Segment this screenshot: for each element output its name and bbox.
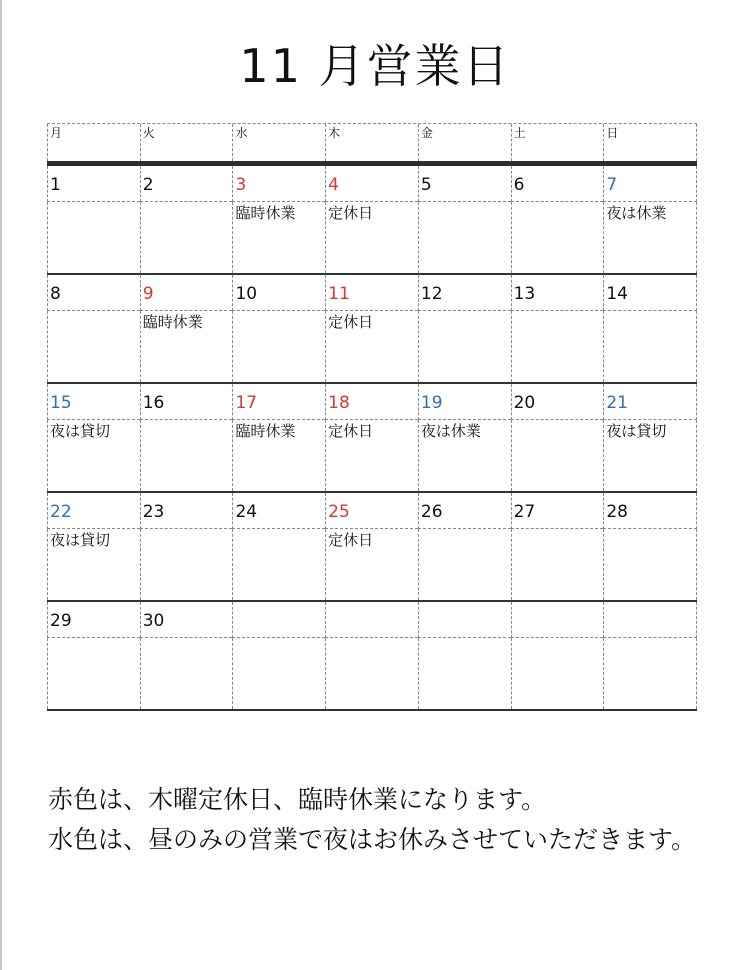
day-note-cell bbox=[325, 311, 418, 382]
day-note-cell bbox=[511, 311, 604, 382]
day-number: 25 bbox=[328, 502, 350, 522]
note-row bbox=[47, 529, 697, 600]
day-cell bbox=[140, 166, 233, 202]
day-cell bbox=[47, 602, 140, 638]
date-row bbox=[47, 275, 697, 311]
day-number: 26 bbox=[420, 502, 443, 522]
day-note: 夜は休業 bbox=[606, 204, 667, 222]
day-cell bbox=[511, 602, 604, 638]
day-cell bbox=[140, 384, 233, 420]
day-cell bbox=[325, 166, 418, 202]
note-row bbox=[47, 311, 697, 382]
weekday-label-wed: 水 bbox=[232, 124, 325, 161]
calendar-week bbox=[47, 275, 697, 384]
day-number: 9 bbox=[142, 284, 154, 304]
day-note: 定休日 bbox=[328, 313, 374, 331]
day-number: 10 bbox=[235, 284, 258, 304]
legend-line-blue: 水色は、昼のみの営業で夜はお休みさせていただきます。 bbox=[48, 825, 697, 854]
day-number: 7 bbox=[606, 175, 618, 195]
day-cell bbox=[325, 384, 418, 420]
day-note-cell bbox=[140, 529, 233, 600]
day-cell bbox=[418, 384, 511, 420]
day-number: 27 bbox=[513, 502, 536, 522]
day-number: 17 bbox=[235, 393, 258, 413]
day-cell bbox=[418, 166, 511, 202]
date-row bbox=[47, 166, 697, 202]
day-note-cell bbox=[47, 420, 140, 491]
day-cell bbox=[603, 275, 697, 311]
day-note-cell bbox=[232, 202, 325, 273]
day-cell bbox=[47, 384, 140, 420]
day-note-cell bbox=[325, 202, 418, 273]
day-number: 8 bbox=[50, 284, 61, 304]
date-row bbox=[47, 602, 697, 638]
weekday-label-sun: 日 bbox=[603, 124, 697, 161]
day-note-cell bbox=[325, 420, 418, 491]
day-number: 16 bbox=[142, 393, 165, 413]
day-note-cell bbox=[47, 638, 140, 709]
day-cell bbox=[511, 384, 604, 420]
day-cell bbox=[232, 275, 325, 311]
day-cell bbox=[325, 275, 418, 311]
day-note-cell bbox=[232, 529, 325, 600]
day-note-cell bbox=[603, 529, 697, 600]
day-number: 19 bbox=[420, 393, 443, 413]
day-cell bbox=[232, 166, 325, 202]
weeks-container bbox=[47, 166, 697, 711]
day-number: 3 bbox=[235, 175, 247, 195]
day-note: 夜は貸切 bbox=[50, 531, 111, 549]
day-note-cell bbox=[140, 638, 233, 709]
day-cell bbox=[603, 602, 697, 638]
day-note-cell bbox=[511, 202, 604, 273]
day-number: 28 bbox=[606, 502, 628, 522]
day-note: 夜は貸切 bbox=[606, 422, 667, 440]
day-cell bbox=[232, 602, 325, 638]
day-note-cell bbox=[140, 311, 233, 382]
day-note: 夜は貸切 bbox=[50, 422, 111, 440]
day-cell bbox=[47, 275, 140, 311]
note-row bbox=[47, 638, 697, 709]
day-note-cell bbox=[603, 420, 697, 491]
day-number: 5 bbox=[420, 175, 432, 195]
day-note-cell bbox=[418, 202, 511, 273]
day-note: 定休日 bbox=[328, 204, 374, 222]
legend-note bbox=[48, 780, 708, 860]
day-number: 29 bbox=[50, 611, 72, 631]
day-cell bbox=[511, 493, 604, 529]
day-cell bbox=[418, 275, 511, 311]
day-number: 15 bbox=[50, 393, 72, 413]
day-number: 20 bbox=[513, 393, 536, 413]
day-cell bbox=[47, 166, 140, 202]
weekday-label-sat: 土 bbox=[511, 124, 604, 161]
day-note-cell bbox=[418, 529, 511, 600]
calendar-week bbox=[47, 384, 697, 493]
day-cell bbox=[418, 493, 511, 529]
day-number: 1 bbox=[50, 175, 61, 195]
day-note-cell bbox=[603, 638, 697, 709]
weekday-label-fri: 金 bbox=[418, 124, 511, 161]
day-number: 13 bbox=[513, 284, 536, 304]
page-edge-rule bbox=[0, 0, 2, 970]
day-note-cell bbox=[418, 311, 511, 382]
day-cell bbox=[511, 275, 604, 311]
legend-line-red: 赤色は、木曜定休日、臨時休業になります。 bbox=[48, 785, 547, 814]
day-note-cell bbox=[47, 202, 140, 273]
day-note-cell bbox=[232, 311, 325, 382]
day-cell bbox=[47, 493, 140, 529]
calendar-week bbox=[47, 493, 697, 602]
date-row bbox=[47, 384, 697, 420]
day-cell bbox=[603, 384, 697, 420]
day-note-cell bbox=[47, 311, 140, 382]
day-number: 4 bbox=[328, 175, 339, 195]
date-row bbox=[47, 493, 697, 529]
day-cell bbox=[325, 602, 418, 638]
day-number: 23 bbox=[142, 502, 165, 522]
weekday-label-thu: 木 bbox=[325, 124, 418, 161]
day-cell bbox=[140, 602, 233, 638]
day-number: 6 bbox=[513, 175, 525, 195]
day-cell bbox=[140, 493, 233, 529]
note-row bbox=[47, 202, 697, 273]
day-cell bbox=[511, 166, 604, 202]
day-cell bbox=[603, 493, 697, 529]
day-note: 臨時休業 bbox=[235, 422, 296, 440]
note-row bbox=[47, 420, 697, 491]
day-note-cell bbox=[140, 420, 233, 491]
day-note-cell bbox=[511, 529, 604, 600]
day-note-cell bbox=[603, 202, 697, 273]
day-note-cell bbox=[325, 529, 418, 600]
day-note: 臨時休業 bbox=[235, 204, 296, 222]
day-number: 2 bbox=[142, 175, 154, 195]
day-note-cell bbox=[232, 638, 325, 709]
day-note: 定休日 bbox=[328, 422, 374, 440]
calendar-week bbox=[47, 602, 697, 711]
calendar-week bbox=[47, 166, 697, 275]
weekday-label-mon: 月 bbox=[47, 124, 140, 161]
day-note-cell bbox=[603, 311, 697, 382]
day-cell bbox=[232, 493, 325, 529]
day-note-cell bbox=[232, 420, 325, 491]
day-note-cell bbox=[47, 529, 140, 600]
day-number: 22 bbox=[50, 502, 72, 522]
day-note-cell bbox=[511, 420, 604, 491]
day-note-cell bbox=[511, 638, 604, 709]
day-number: 18 bbox=[328, 393, 350, 413]
day-number: 14 bbox=[606, 284, 628, 304]
day-cell bbox=[140, 275, 233, 311]
day-note-cell bbox=[140, 202, 233, 273]
day-cell bbox=[232, 384, 325, 420]
weekday-label-tue: 火 bbox=[140, 124, 233, 161]
day-note-cell bbox=[418, 420, 511, 491]
weekday-header-row bbox=[47, 123, 697, 161]
day-cell bbox=[325, 493, 418, 529]
day-number: 24 bbox=[235, 502, 258, 522]
calendar-grid bbox=[47, 123, 697, 711]
day-number: 30 bbox=[142, 611, 165, 631]
day-note: 臨時休業 bbox=[142, 313, 203, 331]
page-title: 11 月営業日 bbox=[239, 39, 511, 93]
day-note-cell bbox=[325, 638, 418, 709]
day-number: 12 bbox=[420, 284, 443, 304]
day-note-cell bbox=[418, 638, 511, 709]
day-note: 夜は休業 bbox=[420, 422, 481, 440]
day-number: 11 bbox=[328, 284, 350, 304]
day-cell bbox=[418, 602, 511, 638]
day-note: 定休日 bbox=[328, 531, 374, 549]
day-number: 21 bbox=[606, 393, 628, 413]
day-cell bbox=[603, 166, 697, 202]
